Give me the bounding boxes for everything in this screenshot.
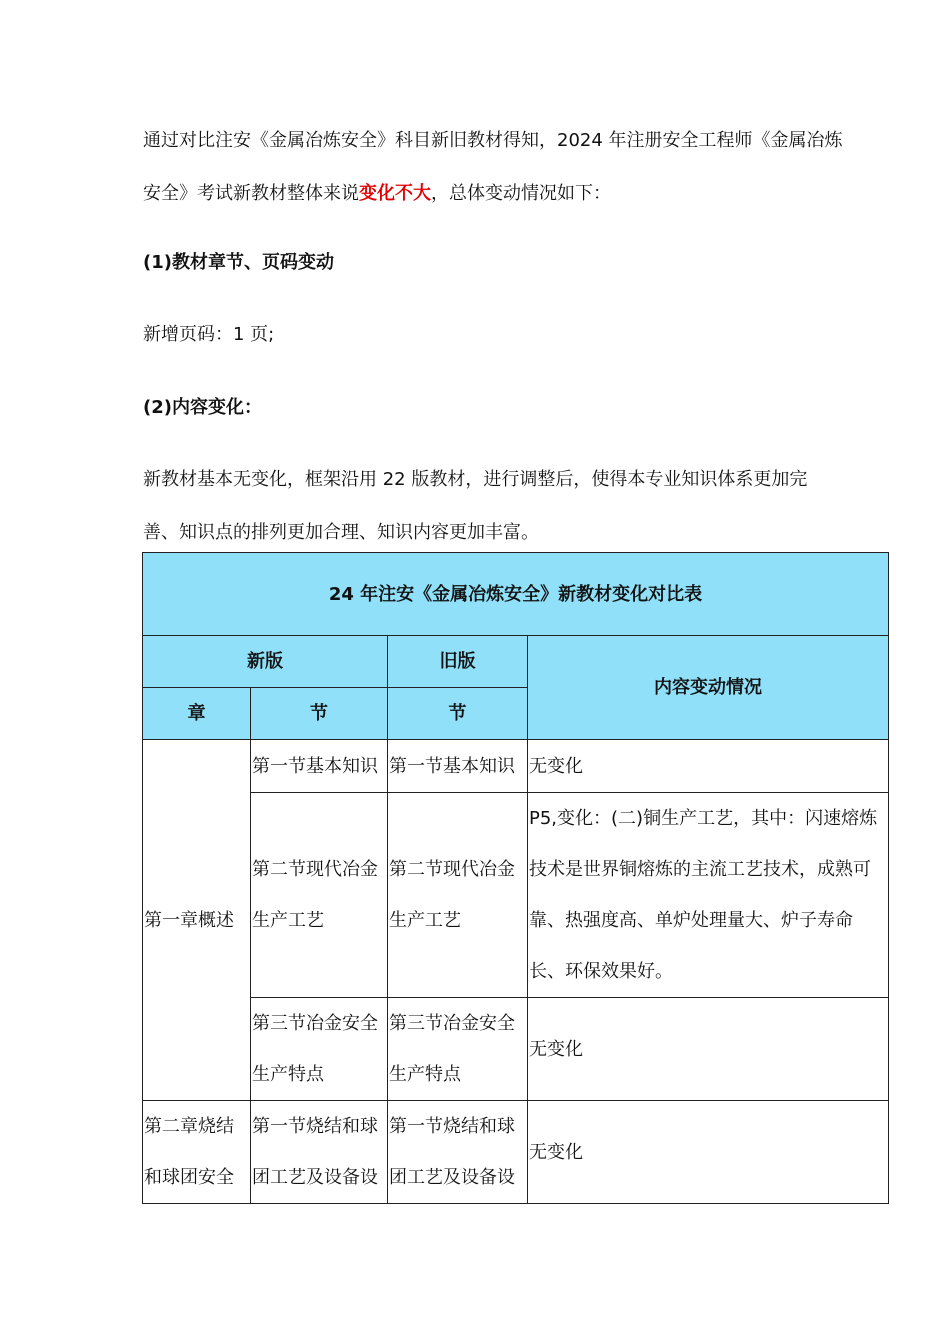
table-row	[143, 740, 889, 793]
table-caption: 24 年注安《金属冶炼安全》新教材变化对比表	[143, 553, 889, 636]
header-section-old: 节	[388, 688, 528, 740]
new-section-cell: 第三节冶金安全生产特点	[251, 998, 388, 1101]
section2-text: 新教材基本无变化，框架沿用 22 版教材，进行调整后，使得本专业知识体系更加完善、知识点的排列更加合理、知识内容更加丰富。	[143, 469, 808, 543]
change-cell: 无变化	[528, 1101, 889, 1204]
intro-text-1: 通过对比注安《金属冶炼安全》科目新旧教材得知，2024 年注册安全工程师《金属冶炼安全》考试新教材整体来说	[143, 130, 843, 204]
section1-text: 新增页码：1 页;	[143, 324, 275, 345]
change-cell: 无变化	[528, 998, 889, 1101]
new-section-cell: 第一节基本知识	[251, 740, 388, 793]
header-chapter: 章	[143, 688, 251, 740]
header-new-version: 新版	[143, 636, 388, 688]
header-change: 内容变动情况	[528, 636, 889, 740]
intro-paragraph	[143, 114, 843, 220]
change-cell: P5,变化：(二)铜生产工艺，其中：闪速熔炼技术是世界铜熔炼的主流工艺技术，成熟可靠、热强度高、单炉处理量大、炉子寿命长、环保效果好。	[528, 793, 889, 998]
old-section-cell: 第三节冶金安全生产特点	[388, 998, 528, 1101]
new-section-cell: 第一节烧结和球团工艺及设备设	[251, 1101, 388, 1204]
table-row	[143, 998, 889, 1101]
change-cell: 无变化	[528, 740, 889, 793]
header-section-new: 节	[251, 688, 388, 740]
chapter-cell: 第一章概述	[143, 740, 251, 1101]
chapter-cell: 第二章烧结和球团安全	[143, 1101, 251, 1204]
old-section-cell: 第二节现代冶金生产工艺	[388, 793, 528, 998]
header-old-version: 旧版	[388, 636, 528, 688]
intro-text-2: ，总体变动情况如下：	[431, 183, 611, 204]
table-row	[143, 1101, 889, 1204]
section2-heading: (2)内容变化：	[143, 397, 262, 418]
table-row	[143, 793, 889, 998]
section1-heading: (1)教材章节、页码变动	[143, 252, 334, 273]
old-section-cell: 第一节基本知识	[388, 740, 528, 793]
intro-highlight: 变化不大	[359, 183, 431, 204]
new-section-cell: 第二节现代冶金生产工艺	[251, 793, 388, 998]
old-section-cell: 第一节烧结和球团工艺及设备设	[388, 1101, 528, 1204]
comparison-table	[142, 552, 889, 1204]
